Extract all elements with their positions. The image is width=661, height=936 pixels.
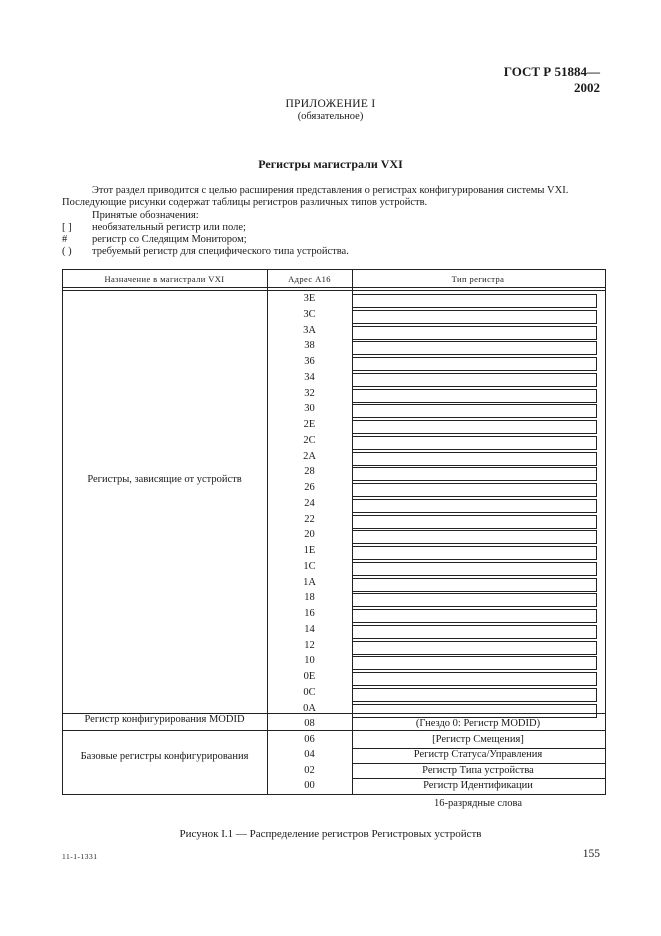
device-register-box bbox=[352, 704, 597, 718]
annex-title: ПРИЛОЖЕНИЕ I bbox=[285, 98, 376, 110]
annex-status-note: (обязательное) bbox=[297, 111, 364, 122]
device-register-box bbox=[352, 546, 597, 560]
device-register-address: 30 bbox=[304, 403, 315, 415]
device-register-box bbox=[352, 357, 597, 371]
base-register-type: Регистр Типа устройства bbox=[422, 765, 534, 776]
device-register-box bbox=[352, 467, 597, 481]
device-register-box bbox=[352, 672, 597, 686]
device-register-address: 10 bbox=[304, 655, 315, 667]
intro-paragraph-line-1: Этот раздел приводится с целью расширения представления о регистрах конфигурирования системы VXI. bbox=[92, 185, 569, 196]
row-rule bbox=[352, 778, 606, 779]
device-register-address: 3A bbox=[303, 324, 316, 336]
device-register-address: 20 bbox=[304, 529, 315, 541]
device-register-address: 0A bbox=[303, 702, 316, 714]
legend-symbol: [ ] bbox=[62, 222, 72, 233]
base-register-address: 04 bbox=[304, 749, 315, 760]
column-header-register-type: Тип регистра bbox=[451, 274, 505, 284]
legend-text: требуемый регистр для специфического типа устройства. bbox=[92, 246, 349, 257]
device-register-address: 38 bbox=[304, 340, 315, 352]
column-header-a16-address: Адрес А16 bbox=[288, 274, 331, 284]
device-register-address: 22 bbox=[304, 513, 315, 525]
device-register-address: 34 bbox=[304, 371, 315, 383]
row-rule bbox=[352, 763, 606, 764]
device-register-address: 36 bbox=[304, 356, 315, 367]
device-register-address: 18 bbox=[304, 592, 315, 604]
device-register-box bbox=[352, 515, 597, 529]
device-register-box bbox=[352, 593, 597, 607]
device-register-box bbox=[352, 326, 597, 340]
device-register-box bbox=[352, 578, 597, 592]
device-register-address: 1C bbox=[303, 560, 316, 572]
intro-paragraph-line-2: Последующие рисунки содержат таблицы регистров различных типов устройств. bbox=[62, 197, 428, 208]
legend-symbol: ( ) bbox=[62, 246, 72, 257]
base-register-address: 06 bbox=[304, 734, 315, 745]
device-register-box bbox=[352, 688, 597, 702]
base-register-type: Регистр Статуса/Управления bbox=[413, 749, 543, 760]
device-register-box bbox=[352, 294, 597, 308]
device-register-address: 12 bbox=[304, 639, 315, 651]
device-register-box bbox=[352, 436, 597, 450]
device-register-box bbox=[352, 483, 597, 497]
section-title: Регистры магистрали VXI bbox=[258, 157, 403, 171]
device-register-address: 2A bbox=[303, 450, 316, 462]
device-register-box bbox=[352, 389, 597, 403]
device-register-address: 3C bbox=[303, 308, 316, 320]
device-register-address: 2C bbox=[303, 434, 316, 446]
row-rule bbox=[62, 730, 606, 731]
device-register-box bbox=[352, 609, 597, 623]
device-register-address: 2E bbox=[303, 419, 316, 430]
device-register-box bbox=[352, 373, 597, 387]
device-register-address: 26 bbox=[304, 482, 315, 493]
base-register-type: Регистр Идентификации bbox=[423, 780, 533, 791]
device-register-box bbox=[352, 656, 597, 670]
device-register-address: 3E bbox=[303, 293, 316, 304]
device-register-box bbox=[352, 530, 597, 544]
device-register-box bbox=[352, 562, 597, 576]
modid-register-label: Регистр конфигурирования MODID bbox=[84, 714, 245, 725]
device-register-address: 0E bbox=[303, 671, 316, 682]
page-number: 155 bbox=[582, 848, 600, 860]
base-register-type: [Регистр Смещения] bbox=[432, 734, 524, 745]
device-register-box bbox=[352, 404, 597, 418]
device-register-address: 1A bbox=[303, 576, 316, 588]
device-register-box bbox=[352, 310, 597, 324]
device-register-address: 14 bbox=[304, 623, 315, 635]
device-register-box bbox=[352, 420, 597, 434]
modid-register-type: (Гнездо 0: Регистр MODID) bbox=[415, 718, 541, 729]
legend-title: Принятые обозначения: bbox=[92, 210, 199, 221]
device-register-box bbox=[352, 625, 597, 639]
device-register-address: 24 bbox=[304, 497, 315, 509]
device-register-address: 32 bbox=[304, 387, 315, 399]
header-rule bbox=[62, 290, 606, 291]
print-code: 11-1-1331 bbox=[62, 852, 98, 861]
device-register-address: 16 bbox=[304, 608, 315, 619]
device-register-box bbox=[352, 341, 597, 355]
modid-address: 08 bbox=[304, 718, 315, 729]
device-dependent-registers-label: Регистры, зависящие от устройств bbox=[87, 474, 242, 485]
base-register-address: 00 bbox=[304, 780, 315, 791]
register-table bbox=[62, 269, 606, 795]
device-register-box bbox=[352, 641, 597, 655]
device-register-address: 0C bbox=[303, 686, 316, 698]
legend-symbol: # bbox=[62, 234, 68, 245]
column-header-vxi-purpose: Назначение в магистрали VXI bbox=[104, 274, 225, 284]
figure-caption: Рисунок I.1 — Распределение регистров Регистровых устройств bbox=[179, 828, 482, 840]
legend-text: регистр со Следящим Монитором; bbox=[92, 234, 247, 245]
base-config-registers-label: Базовые регистры конфигурирования bbox=[80, 751, 249, 762]
device-register-address: 28 bbox=[304, 466, 315, 478]
word-size-note: 16-разрядные слова bbox=[433, 798, 523, 809]
device-register-box bbox=[352, 452, 597, 466]
document-code: ГОСТ Р 51884—2002 bbox=[503, 64, 600, 95]
legend-text: необязательный регистр или поле; bbox=[92, 222, 246, 233]
base-register-address: 02 bbox=[304, 765, 315, 776]
device-register-address: 1E bbox=[303, 545, 316, 556]
device-register-box bbox=[352, 499, 597, 513]
